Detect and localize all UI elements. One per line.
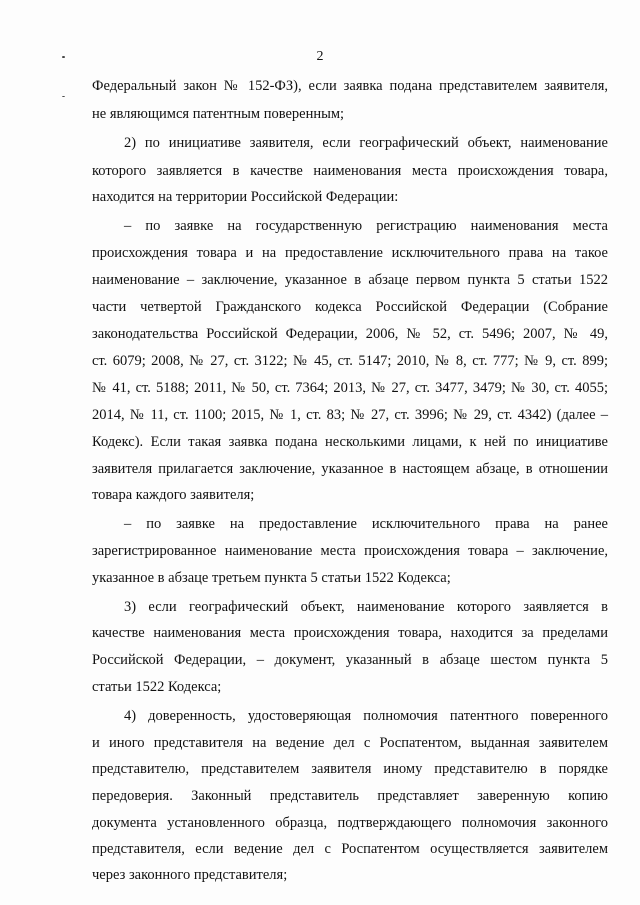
text-line: передоверия. Законный представитель представляет заверенную копию <box>92 788 608 804</box>
text-line: 3) если географический объект, наименование которого заявляется в <box>124 599 608 615</box>
text-line: товара каждого заявителя; <box>92 487 255 503</box>
text-line: указанное в абзаце третьем пункта 5 статьи 1522 Кодекса; <box>92 570 451 586</box>
text-line: заявителя прилагается заключение, указанное в настоящем абзаце, в отношении <box>92 461 608 477</box>
text-line: части четвертой Гражданского кодекса Российской Федерации (Собрание <box>92 299 608 315</box>
text-line: представителя, если ведение дел с Роспатентом осуществляется заявителем <box>92 841 608 857</box>
text-line: не являющимся патентным поверенным; <box>92 106 345 122</box>
text-line: № 41, ст. 5188; 2011, № 50, ст. 7364; 2013, № 27, ст. 3477, 3479; № 30, ст. 4055; <box>92 380 608 396</box>
text-line: зарегистрированное наименование места происхождения товара – заключение, <box>92 543 608 559</box>
text-line: 2) по инициативе заявителя, если географический объект, наименование <box>124 135 608 151</box>
text-line: качестве наименования места происхождения товара, находится за пределами <box>92 625 608 641</box>
text-line: через законного представителя; <box>92 867 288 883</box>
scan-speck <box>62 96 65 97</box>
text-line: ст. 6079; 2008, № 27, ст. 3122; № 45, ст. 5147; 2010, № 8, ст. 777; № 9, ст. 899; <box>92 353 608 369</box>
page-number: 2 <box>316 49 324 64</box>
text-line: которого заявляется в качестве наименования места происхождения товара, <box>92 163 608 179</box>
text-line: – по заявке на государственную регистрацию наименования места <box>124 218 608 234</box>
text-line: находится на территории Российской Федерации: <box>92 189 399 205</box>
text-line: Кодекс). Если такая заявка подана несколькими лицами, к ней по инициативе <box>92 434 608 450</box>
text-line: наименование – заключение, указанное в абзаце первом пункта 5 статьи 1522 <box>92 272 608 288</box>
text-line: документа установленного образца, подтверждающего полномочия законного <box>92 815 608 831</box>
text-line: 2014, № 11, ст. 1100; 2015, № 1, ст. 83; № 27, ст. 3996; № 29, ст. 4342) (далее – <box>92 407 608 423</box>
text-line: Федеральный закон № 152-ФЗ), если заявка подана представителем заявителя, <box>92 78 608 94</box>
text-line: происхождения товара и на предоставление исключительного права на такое <box>92 245 608 261</box>
text-line: статьи 1522 Кодекса; <box>92 679 222 695</box>
text-line: законодательства Российской Федерации, 2006, № 52, ст. 5496; 2007, № 49, <box>92 326 608 342</box>
text-line: Российской Федерации, – документ, указанный в абзаце шестом пункта 5 <box>92 652 608 668</box>
text-line: и иного представителя на ведение дел с Роспатентом, выданная заявителем <box>92 735 608 751</box>
scan-speck <box>62 56 65 58</box>
text-line: – по заявке на предоставление исключительного права на ранее <box>124 516 608 532</box>
text-line: представителю, представителем заявителя иному представителю в порядке <box>92 761 608 777</box>
text-line: 4) доверенность, удостоверяющая полномочия патентного поверенного <box>124 708 608 724</box>
